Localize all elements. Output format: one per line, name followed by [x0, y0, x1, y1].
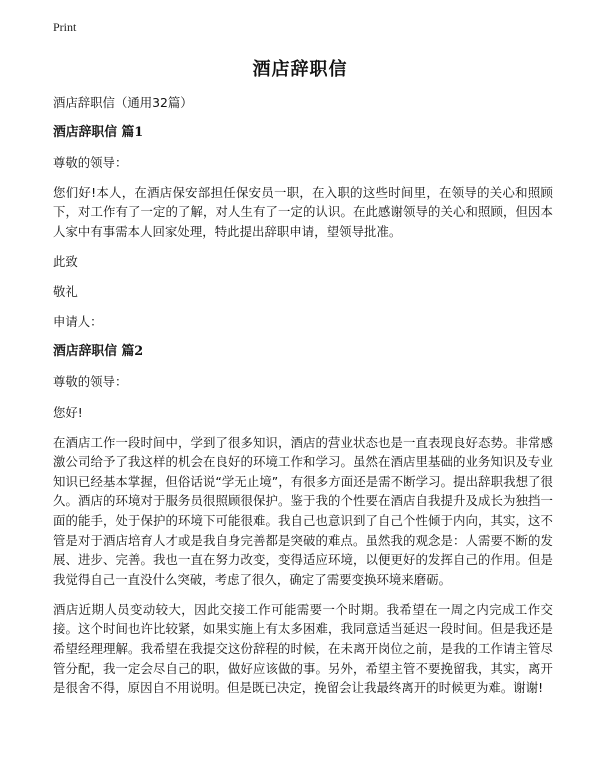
closing-line: 敬礼: [53, 284, 78, 300]
document-subtitle: 酒店辞职信（通用32篇）: [53, 95, 193, 110]
section-heading: 酒店辞职信 篇1: [53, 124, 144, 140]
section-heading: 酒店辞职信 篇2: [53, 344, 144, 360]
letter-section-2: [53, 342, 553, 698]
salutation: 尊敬的领导：: [53, 374, 128, 390]
document-title: 酒店辞职信: [252, 59, 348, 80]
letter-section-1: [53, 123, 553, 332]
closing-line: 此致: [53, 254, 78, 270]
print-link[interactable]: Print: [53, 20, 77, 34]
signature-line: 申请人：: [53, 314, 103, 330]
document-body: [53, 93, 553, 708]
body-paragraph: 酒店近期人员变动较大，因此交接工作可能需要一个时期。我希望在一周之内完成工作交接。这个时间也许比较紧，如果实施上有太多困难，我同意适当延迟一段时间。但是我还是希望经理理解。我希望在我提交这份辞程的时候，在未离开岗位之前，是我的工作请主管尽管分配，我一定会尽自己的职，做好应该做的事。另外，希望主管不要挽留我，其实，离开是很舍不得，原因自不用说明。但是既已决定，挽留会让我最终离开的时候更为难。谢谢!: [53, 601, 553, 696]
body-paragraph: 您们好!本人，在酒店保安部担任保安员一职，在入职的这些时间里，在领导的关心和照顾下，对工作有了一定的了解，对人生有了一定的认识。在此感谢领导的关心和照顾，但因本人家中有事需本人回家处理，特此提出辞职申请，望领导批准。: [53, 184, 553, 239]
greeting: 您好!: [53, 404, 83, 420]
salutation: 尊敬的领导：: [53, 154, 128, 170]
body-paragraph: 在酒店工作一段时间中，学到了很多知识，酒店的营业状态也是一直表现良好态势。非常感激公司给予了我这样的机会在良好的环境工作和学习。虽然在酒店里基础的业务知识及专业知识已经基本掌握，但俗话说“学无止境”，有很多方面还是需不断学习。提出辞职我想了很久。酒店的环境对于服务员很照顾很保护。鉴于我的个性要在酒店自我提升及成长为独挡一面的能手，处于保护的环境下可能很难。我自己也意识到了自己个性倾于内向，其实，这不管是对于酒店培育人才或是我自身完善都是突破的难点。虽然我的观念是：人需要不断的发展、进步、完善。我也一直在努力改变，变得适应环境，以便更好的发挥自己的作用。但是我觉得自己一直没什么突破，考虑了很久，确定了需要变换环境来磨砺。: [53, 434, 553, 587]
